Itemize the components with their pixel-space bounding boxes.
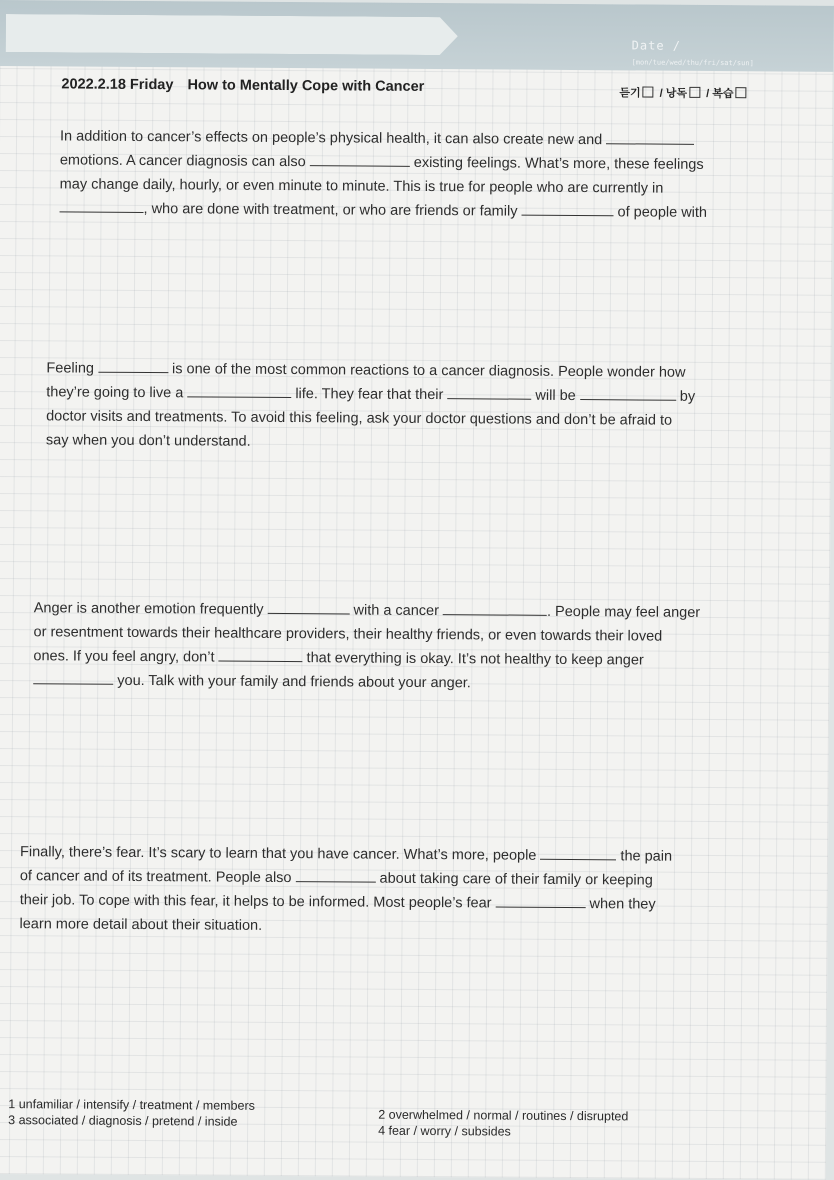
checkbox-review[interactable] bbox=[735, 87, 746, 98]
word-bank-right bbox=[378, 1107, 628, 1141]
blank[interactable] bbox=[521, 201, 613, 217]
text-span: Finally, there’s fear. It’s scary to learn that you have cancer. What’s more, people bbox=[19, 844, 537, 864]
subject-title: How to Mentally Cope with Cancer bbox=[187, 77, 425, 95]
paragraph-4 bbox=[19, 840, 780, 941]
blank[interactable] bbox=[495, 892, 585, 908]
text-span: with a cancer bbox=[353, 602, 440, 620]
check-review-label: / 복습 bbox=[706, 87, 734, 101]
text-span: Feeling bbox=[46, 360, 95, 377]
date-days: [mon/tue/wed/thu/fri/sat/sun] bbox=[631, 58, 754, 68]
header-tab bbox=[6, 14, 458, 55]
text-span: of people with bbox=[617, 204, 708, 221]
blank[interactable] bbox=[267, 599, 349, 615]
text-span: learn more detail about their situation. bbox=[19, 916, 263, 934]
text-span: life. They fear that their bbox=[295, 386, 444, 404]
date-line: 2022.2.18 Friday bbox=[61, 76, 174, 94]
check-listen-label: 듣기 bbox=[619, 87, 641, 100]
text-span: may change daily, hourly, or even minute to minute. This is true for people who are currently in bbox=[59, 176, 664, 197]
text-span: you. Talk with your family and friends about your anger. bbox=[117, 672, 471, 692]
word-bank-left bbox=[8, 1096, 255, 1130]
blank[interactable] bbox=[447, 384, 531, 400]
paragraph-1 bbox=[59, 124, 780, 225]
blank[interactable] bbox=[540, 845, 616, 861]
blank[interactable] bbox=[219, 647, 303, 663]
date-label: Date / bbox=[631, 38, 682, 53]
blank[interactable] bbox=[296, 867, 376, 883]
text-span: say when you don’t understand. bbox=[45, 432, 251, 450]
checkbox-listen[interactable] bbox=[643, 86, 654, 97]
check-read-label: / 낭독 bbox=[659, 87, 688, 100]
text-span: . People may feel anger bbox=[546, 603, 701, 621]
text-span: or resentment towards their healthcare providers, their healthy friends, or even towards their loved bbox=[33, 624, 663, 645]
text-span: doctor visits and treatments. To avoid this feeling, ask your doctor questions and don’t be afraid to bbox=[46, 408, 673, 429]
text-span: that everything is okay. It’s not healthy to keep anger bbox=[306, 650, 644, 669]
text-span: when they bbox=[589, 896, 656, 913]
text-span: ones. If you feel angry, don’t bbox=[33, 648, 215, 666]
blank[interactable] bbox=[98, 358, 168, 373]
text-span: of cancer and of its treatment. People also bbox=[19, 868, 292, 887]
text-span: In addition to cancer’s effects on people’s physical health, it can also create new and bbox=[59, 128, 603, 149]
study-checklist bbox=[619, 84, 749, 101]
word-bank-2: 2 overwhelmed / normal / routines / disrupted bbox=[378, 1107, 629, 1124]
blank[interactable] bbox=[187, 382, 291, 398]
blank[interactable] bbox=[60, 197, 144, 213]
word-bank-1: 1 unfamiliar / intensify / treatment / members bbox=[8, 1097, 255, 1113]
header-band bbox=[0, 0, 834, 72]
text-span: their job. To cope with this fear, it helps to be informed. Most people’s fear bbox=[19, 892, 492, 912]
text-span: they’re going to live a bbox=[46, 384, 184, 402]
blank[interactable] bbox=[33, 669, 113, 685]
text-span: Anger is another emotion frequently bbox=[33, 600, 264, 618]
checkbox-read[interactable] bbox=[689, 87, 700, 98]
text-span: , who are done with treatment, or who are friends or family bbox=[143, 201, 518, 220]
page-title bbox=[61, 76, 424, 95]
blank[interactable] bbox=[443, 600, 547, 616]
text-span: by bbox=[679, 388, 696, 405]
text-span: existing feelings. What’s more, these feelings bbox=[413, 154, 704, 173]
blank[interactable] bbox=[310, 151, 410, 167]
word-bank-3: 3 associated / diagnosis / pretend / inside bbox=[8, 1113, 238, 1129]
text-span: will be bbox=[535, 387, 576, 405]
paragraph-2 bbox=[46, 356, 777, 457]
text-span: about taking care of their family or keeping bbox=[379, 870, 653, 889]
blank[interactable] bbox=[580, 385, 676, 401]
text-span: is one of the most common reactions to a cancer diagnosis. People wonder how bbox=[171, 361, 686, 381]
word-bank-4: 4 fear / worry / subsides bbox=[378, 1123, 511, 1139]
blank[interactable] bbox=[606, 129, 694, 145]
text-span: the pain bbox=[620, 848, 673, 865]
text-span: emotions. A cancer diagnosis can also bbox=[59, 152, 306, 171]
paragraph-3 bbox=[33, 596, 794, 697]
